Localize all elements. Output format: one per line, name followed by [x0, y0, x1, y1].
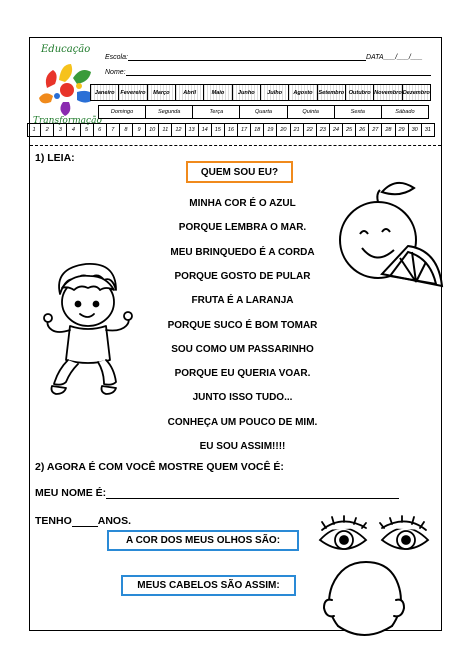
age-prefix: TENHO — [35, 515, 72, 527]
date-label: DATA___/___/___ — [365, 54, 423, 61]
day-cell[interactable]: 27 — [369, 124, 382, 136]
day-cell[interactable]: 2 — [41, 124, 54, 136]
day-cell[interactable]: 24 — [330, 124, 343, 136]
bald-face-icon — [320, 560, 408, 638]
name-answer-blank[interactable] — [106, 488, 399, 499]
day-cell[interactable]: 12 — [172, 124, 185, 136]
days-row — [27, 123, 435, 137]
hair-box: MEUS CABELOS SÃO ASSIM: — [121, 575, 296, 596]
day-cell[interactable]: 31 — [424, 127, 431, 133]
day-cell[interactable]: 29 — [396, 124, 409, 136]
name-answer-label: MEU NOME É: — [35, 487, 107, 499]
month-cell[interactable]: Maio — [204, 85, 232, 100]
poem-line: SOU COMO UM PASSARINHO — [171, 343, 314, 355]
day-cell[interactable]: 14 — [199, 124, 212, 136]
month-cell[interactable]: Junho — [233, 85, 261, 100]
day-cell[interactable]: 4 — [67, 124, 80, 136]
day-cell[interactable]: 20 — [277, 124, 290, 136]
day-cell[interactable]: 18 — [251, 124, 264, 136]
poem-line: CONHEÇA UM POUCO DE MIM. — [167, 416, 318, 428]
day-cell[interactable]: 10 — [146, 124, 159, 136]
weekday-cell[interactable]: Segunda — [146, 106, 193, 118]
day-cell[interactable]: 11 — [159, 124, 172, 136]
logo-top-text: Educação — [41, 44, 91, 55]
day-cell[interactable]: 26 — [356, 124, 369, 136]
day-cell[interactable]: 7 — [107, 124, 120, 136]
day-cell[interactable]: 25 — [343, 124, 356, 136]
name-header-field[interactable] — [105, 69, 431, 76]
month-cell[interactable]: Julho — [261, 85, 289, 100]
day-cell[interactable]: 6 — [94, 124, 107, 136]
month-cell[interactable]: Fevereiro — [119, 85, 147, 100]
poem-line: PORQUE LEMBRA O MAR. — [178, 222, 307, 234]
eye-color-box: A COR DOS MEUS OLHOS SÃO: — [107, 530, 299, 551]
question-2-label: 2) AGORA É COM VOCÊ MOSTRE QUEM VOCÊ É: — [35, 461, 284, 473]
worksheet — [29, 37, 442, 631]
weekday-cell[interactable]: Terça — [193, 106, 240, 118]
logo-bottom-text: Transformação — [33, 116, 102, 126]
day-cell[interactable]: 3 — [54, 124, 67, 136]
day-cell[interactable]: 9 — [133, 124, 146, 136]
poem-line: JUNTO ISSO TUDO... — [192, 392, 293, 404]
question-1-label: 1) LEIA: — [35, 152, 75, 164]
age-suffix: ANOS. — [97, 515, 132, 527]
poem-line: EU SOU ASSIM!!!! — [199, 441, 286, 452]
day-cell[interactable]: 28 — [382, 124, 395, 136]
eyes-drawing-icon — [316, 516, 434, 558]
weekdays-row — [98, 105, 429, 119]
poem-line: PORQUE SUCO É BOM TOMAR — [167, 319, 318, 331]
age-answer-blank[interactable] — [72, 516, 98, 527]
month-cell[interactable]: Agosto — [289, 85, 317, 100]
poem-line: MEU BRINQUEDO É A CORDA — [170, 246, 315, 258]
month-cell[interactable]: Dezembro — [403, 85, 430, 100]
day-cell[interactable]: 22 — [304, 124, 317, 136]
day-cell[interactable]: 8 — [120, 124, 133, 136]
month-cell[interactable]: Janeiro — [91, 85, 119, 100]
weekday-cell[interactable]: Quarta — [240, 106, 287, 118]
day-cell[interactable]: 13 — [186, 124, 199, 136]
poem-title: QUEM SOU EU? — [186, 161, 293, 183]
day-cell[interactable]: 5 — [81, 124, 94, 136]
day-cell[interactable]: 23 — [317, 124, 330, 136]
name-answer-line[interactable] — [35, 487, 399, 499]
poem-line: MINHA COR É O AZUL — [189, 198, 296, 209]
school-label: Escola: — [105, 54, 128, 61]
month-cell[interactable]: Abril — [176, 85, 204, 100]
day-cell[interactable]: 16 — [225, 124, 238, 136]
poem-line: FRUTA É A LARANJA — [191, 295, 294, 307]
weekday-cell[interactable]: Domingo — [99, 106, 146, 118]
day-cell[interactable]: 30 — [409, 124, 422, 136]
day-cell[interactable]: 15 — [212, 124, 225, 136]
poem-line: PORQUE GOSTO DE PULAR — [174, 270, 311, 282]
weekday-cell[interactable]: Sábado — [395, 109, 415, 115]
month-cell[interactable]: Março — [148, 85, 176, 100]
day-cell[interactable]: 21 — [291, 124, 304, 136]
month-cell[interactable]: Novembro — [374, 85, 402, 100]
weekday-cell[interactable]: Sexta — [335, 106, 382, 118]
day-cell[interactable]: 17 — [238, 124, 251, 136]
day-cell[interactable]: 19 — [264, 124, 277, 136]
age-answer-line[interactable] — [35, 515, 131, 527]
name-header-label: Nome: — [105, 69, 126, 76]
header — [30, 38, 441, 146]
month-cell[interactable]: Outubro — [346, 85, 374, 100]
poem-line: PORQUE EU QUERIA VOAR. — [174, 368, 311, 380]
day-cell[interactable]: 1 — [28, 124, 41, 136]
months-row — [90, 84, 431, 101]
weekday-cell[interactable]: Quinta — [288, 106, 335, 118]
child-drawing-icon — [40, 258, 135, 413]
orange-fruit-icon — [338, 178, 448, 293]
school-field[interactable] — [105, 54, 423, 61]
month-cell[interactable]: Setembro — [318, 85, 346, 100]
